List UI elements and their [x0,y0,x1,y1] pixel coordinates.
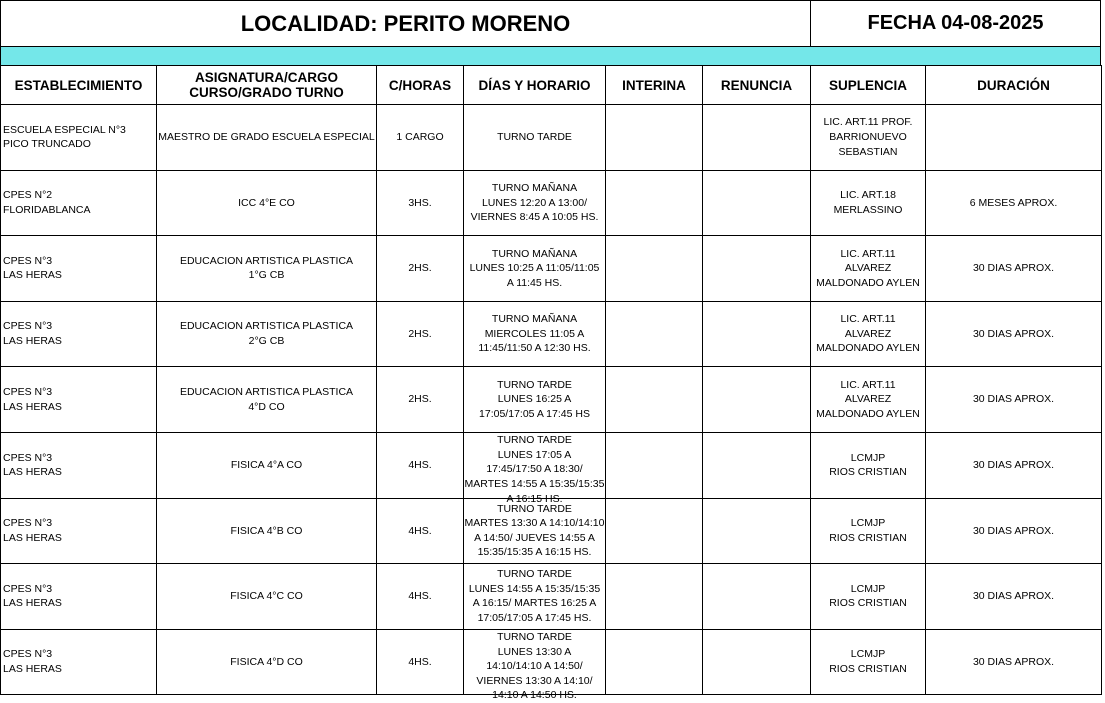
col-suplencia: SUPLENCIA [811,66,926,105]
cell-duracion: 30 DIAS APROX. [926,498,1102,564]
header-row [0,0,1101,47]
cell-renuncia [703,170,811,236]
cell-suplencia: LCMJP RIOS CRISTIAN [811,498,926,564]
cell-asignatura: FISICA 4°D CO [157,629,377,695]
cell-choras: 3HS. [377,170,464,236]
cell-choras: 2HS. [377,236,464,302]
cell-asignatura: EDUCACION ARTISTICA PLASTICA 2°G CB [157,301,377,367]
cell-choras: 1 CARGO [377,105,464,171]
cell-renuncia [703,236,811,302]
header-columns [1,66,1102,105]
cell-dias-text: TURNO MAÑANA MIERCOLES 11:05 A 11:45/11:50 A 12:30 HS. [478,313,591,355]
cell-duracion: 30 DIAS APROX. [926,236,1102,302]
cell-establecimiento: CPES N°3 LAS HERAS [1,367,157,433]
cell-interina [606,105,703,171]
col-renuncia: RENUNCIA [703,66,811,105]
cell-dias-text: TURNO TARDE LUNES 17:05 A 17:45/17:50 A 18:30/ MARTES 14:55 A 15:35/15:35 A 16:15 HS. [464,434,605,505]
cell-suplencia: LIC. ART.11 ALVAREZ MALDONADO AYLEN [811,236,926,302]
cell-renuncia [703,564,811,630]
cell-interina [606,301,703,367]
cell-suplencia: LCMJP RIOS CRISTIAN [811,432,926,498]
cell-duracion: 30 DIAS APROX. [926,432,1102,498]
cell-dias [464,498,606,564]
cell-renuncia [703,367,811,433]
cell-suplencia: LIC. ART.11 ALVAREZ MALDONADO AYLEN [811,301,926,367]
cell-establecimiento: CPES N°3 LAS HERAS [1,432,157,498]
cell-establecimiento: CPES N°3 LAS HERAS [1,301,157,367]
cell-dias [464,564,606,630]
cell-establecimiento: ESCUELA ESPECIAL N°3 PICO TRUNCADO [1,105,157,171]
col-duracion: DURACIÓN [926,66,1102,105]
cell-interina [606,367,703,433]
cell-choras: 4HS. [377,629,464,695]
cell-interina [606,629,703,695]
cell-duracion: 30 DIAS APROX. [926,367,1102,433]
cell-asignatura: MAESTRO DE GRADO ESCUELA ESPECIAL [157,105,377,171]
cell-choras: 4HS. [377,432,464,498]
cell-asignatura: FISICA 4°A CO [157,432,377,498]
cell-dias [464,301,606,367]
cell-duracion: 6 MESES APROX. [926,170,1102,236]
table-row [1,170,1102,236]
cell-interina [606,170,703,236]
table-row [1,498,1102,564]
cell-establecimiento: CPES N°3 LAS HERAS [1,629,157,695]
cell-dias [464,367,606,433]
cell-choras: 2HS. [377,367,464,433]
cell-duracion [926,105,1102,171]
cell-dias [464,105,606,171]
table-row [1,367,1102,433]
cell-interina [606,498,703,564]
table-row [1,301,1102,367]
cell-dias-text: TURNO MAÑANA LUNES 12:20 A 13:00/ VIERNES 8:45 A 10:05 HS. [470,182,599,224]
table-row [1,629,1102,695]
cell-interina [606,432,703,498]
cell-dias [464,236,606,302]
table-row [1,105,1102,171]
cell-duracion: 30 DIAS APROX. [926,629,1102,695]
col-establecimiento: ESTABLECIMIENTO [1,66,157,105]
cell-suplencia: LCMJP RIOS CRISTIAN [811,564,926,630]
cell-asignatura: ICC 4°E CO [157,170,377,236]
cell-asignatura: EDUCACION ARTISTICA PLASTICA 4°D CO [157,367,377,433]
separator-band [0,47,1101,65]
cell-dias-text: TURNO TARDE [497,131,572,143]
col-choras: C/HORAS [377,66,464,105]
cell-dias [464,629,606,702]
cell-dias-text: TURNO TARDE MARTES 13:30 A 14:10/14:10 A 14:50/ JUEVES 14:55 A 15:35/15:35 A 16:15 HS. [464,502,605,559]
cell-asignatura: EDUCACION ARTISTICA PLASTICA 1°G CB [157,236,377,302]
cell-establecimiento: CPES N°3 LAS HERAS [1,498,157,564]
cell-choras: 4HS. [377,498,464,564]
cell-choras: 2HS. [377,301,464,367]
cell-dias [464,432,606,505]
cell-renuncia [703,301,811,367]
cell-dias [464,170,606,236]
col-interina: INTERINA [606,66,703,105]
table-row [1,236,1102,302]
cell-suplencia: LIC. ART.11 PROF. BARRIONUEVO SEBASTIAN [811,105,926,171]
cell-establecimiento: CPES N°2 FLORIDABLANCA [1,170,157,236]
cell-interina [606,564,703,630]
page-title: LOCALIDAD: PERITO MORENO [1,1,811,46]
cell-suplencia: LIC. ART.11 ALVAREZ MALDONADO AYLEN [811,367,926,433]
cell-renuncia [703,629,811,695]
cell-renuncia [703,498,811,564]
cell-suplencia: LIC. ART.18 MERLASSINO [811,170,926,236]
cell-duracion: 30 DIAS APROX. [926,301,1102,367]
data-table [0,65,1102,702]
cell-establecimiento: CPES N°3 LAS HERAS [1,236,157,302]
cell-choras: 4HS. [377,564,464,630]
cell-asignatura: FISICA 4°C CO [157,564,377,630]
col-dias: DÍAS Y HORARIO [464,66,606,105]
cell-establecimiento: CPES N°3 LAS HERAS [1,564,157,630]
table-row [1,432,1102,498]
table-row [1,564,1102,630]
cell-asignatura: FISICA 4°B CO [157,498,377,564]
col-asignatura: ASIGNATURA/CARGO CURSO/GRADO TURNO [157,66,377,105]
cell-dias-text: TURNO TARDE LUNES 16:25 A 17:05/17:05 A 17:45 HS [479,378,590,420]
cell-interina [606,236,703,302]
cell-renuncia [703,432,811,498]
date-label: FECHA 04-08-2025 [867,12,1044,34]
cell-dias-text: TURNO TARDE LUNES 13:30 A 14:10/14:10 A 14:50/ VIERNES 13:30 A 14:10/ 14:10 A 14:50 HS. [476,631,593,702]
cell-renuncia [703,105,811,171]
cell-duracion: 30 DIAS APROX. [926,564,1102,630]
cell-suplencia: LCMJP RIOS CRISTIAN [811,629,926,695]
cell-dias-text: TURNO TARDE LUNES 14:55 A 15:35/15:35 A 16:15/ MARTES 16:25 A 17:05/17:05 A 17:45 HS. [468,568,601,625]
cell-dias-text: TURNO MAÑANA LUNES 10:25 A 11:05/11:05 A 11:45 HS. [469,247,600,289]
